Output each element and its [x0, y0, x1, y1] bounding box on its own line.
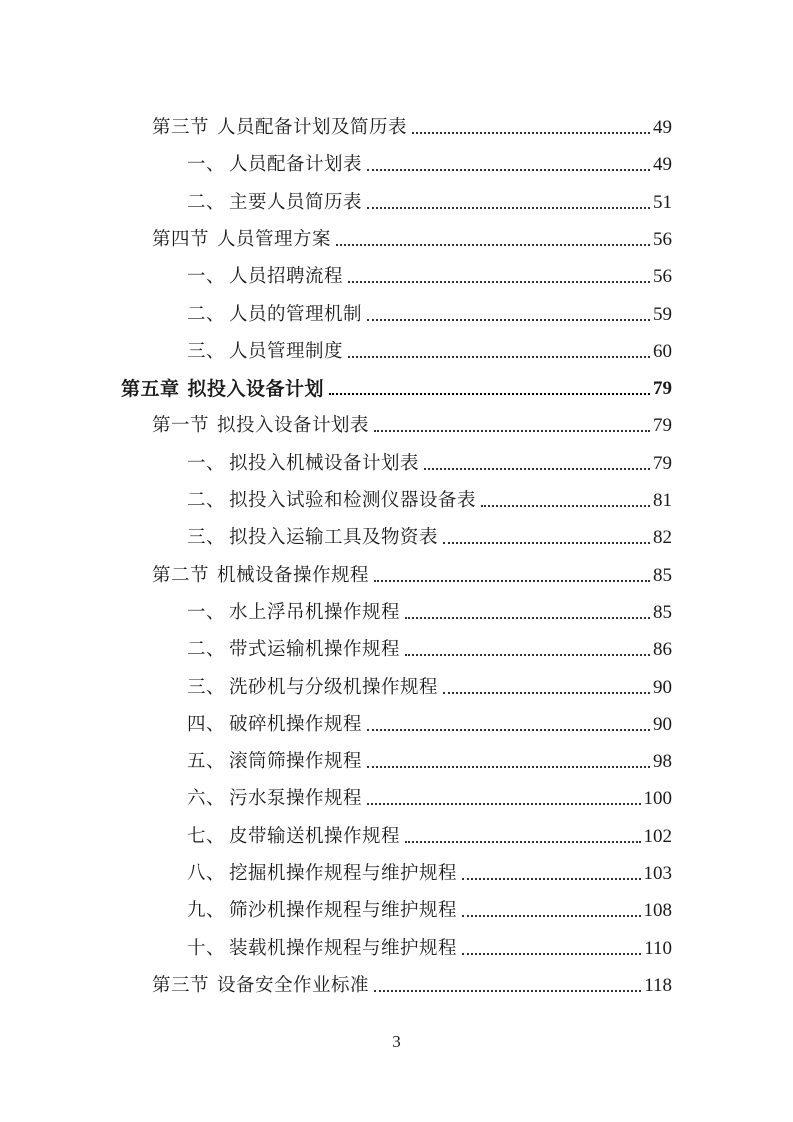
toc-entry[interactable]: [187, 449, 672, 479]
toc-entry-label: [187, 784, 362, 814]
toc-entry-label: [152, 971, 369, 1001]
toc-entry-number: 九、: [187, 900, 226, 922]
toc-entry-label: [187, 337, 343, 367]
dot-leader: [462, 934, 641, 964]
toc-entry-number: 二、: [187, 191, 226, 213]
toc-entry-label: [152, 561, 369, 591]
dot-leader: [405, 598, 650, 628]
toc-entry-label: [121, 374, 324, 404]
toc-entry-number: 第三节: [152, 974, 210, 996]
toc-entry-label: [187, 449, 419, 479]
toc-entry-page: 110: [644, 937, 672, 959]
toc-entry-label: [187, 150, 362, 180]
toc-entry-number: 二、: [187, 303, 226, 325]
toc-entry[interactable]: [152, 225, 672, 255]
toc-entry-number: 二、: [187, 490, 226, 511]
toc-entry-title: 水上浮吊机操作规程: [229, 601, 401, 623]
toc-entry-number: 第四节: [152, 228, 210, 250]
toc-entry[interactable]: [187, 859, 672, 889]
toc-entry-label: [187, 523, 438, 553]
toc-entry-label: [187, 710, 362, 740]
toc-entry-number: 四、: [187, 713, 226, 735]
toc-entry-label: [187, 486, 476, 516]
toc-entry-title: 滚筒筛操作规程: [229, 751, 363, 773]
toc-entry-title: 拟投入机械设备计划表: [229, 452, 420, 474]
toc-entry[interactable]: [187, 710, 672, 740]
toc-entry-number: 一、: [187, 601, 226, 623]
dot-leader: [374, 411, 650, 441]
toc-entry-page: 79: [653, 378, 672, 400]
toc-entry-page: 85: [653, 601, 672, 623]
toc-entry-title: 人员的管理机制: [229, 303, 363, 325]
dot-leader: [412, 113, 650, 143]
toc-entry-number: 第二节: [152, 564, 210, 586]
dot-leader: [462, 859, 640, 889]
toc-entry-page: 90: [653, 713, 672, 735]
dot-leader: [424, 449, 650, 479]
toc-entry[interactable]: [187, 896, 672, 926]
dot-leader: [367, 300, 650, 330]
toc-entry[interactable]: [187, 150, 672, 180]
toc-entry-label: [152, 225, 331, 255]
dot-leader: [405, 822, 640, 852]
dot-leader: [348, 262, 650, 292]
toc-entry[interactable]: [187, 188, 672, 218]
toc-entry-title: 皮带输送机操作规程: [229, 825, 401, 847]
toc-entry[interactable]: [187, 262, 672, 292]
dot-leader: [443, 673, 650, 703]
dot-leader: [462, 896, 640, 926]
toc-entry[interactable]: [187, 598, 672, 628]
toc-entry-label: [187, 747, 362, 777]
toc-entry[interactable]: [152, 411, 672, 441]
dot-leader: [374, 561, 650, 591]
toc-entry-page: 103: [643, 863, 672, 884]
toc-entry-page: 51: [653, 191, 672, 213]
toc-entry[interactable]: [152, 561, 672, 591]
dot-leader: [405, 635, 650, 665]
toc-entry-title: 主要人员简历表: [229, 191, 363, 213]
toc-entry-title: 人员配备计划表: [229, 154, 363, 176]
toc-entry[interactable]: [152, 113, 672, 143]
toc-entry-page: 79: [653, 452, 672, 474]
toc-entry-number: 三、: [187, 527, 226, 549]
toc-entry-title: 人员招聘流程: [229, 266, 344, 288]
dot-leader: [374, 971, 641, 1001]
toc-entry[interactable]: [187, 747, 672, 777]
toc-entry-page: 56: [653, 228, 672, 250]
toc-entry-title: 带式运输机操作规程: [229, 639, 401, 661]
dot-leader: [443, 523, 650, 553]
toc-entry-label: [187, 635, 400, 665]
toc-entry-number: 十、: [187, 937, 226, 959]
toc-entry-page: 59: [653, 303, 672, 325]
toc-entry-number: 八、: [187, 863, 226, 884]
toc-entry[interactable]: [187, 523, 672, 553]
toc-entry-number: 七、: [187, 825, 226, 847]
toc-entry-title: 设备安全作业标准: [217, 974, 370, 996]
toc-entry-title: 拟投入设备计划表: [217, 415, 370, 437]
toc-entry-title: 破碎机操作规程: [229, 713, 363, 735]
toc-entry-number: 一、: [187, 154, 226, 176]
toc-entry-number: 三、: [187, 676, 226, 698]
toc-entry-page: 49: [653, 154, 672, 176]
toc-entry-title: 人员配备计划及简历表: [217, 117, 408, 138]
toc-entry-page: 98: [653, 751, 672, 773]
toc-entry-title: 洗砂机与分级机操作规程: [229, 676, 439, 698]
toc-entry-number: 第三节: [152, 117, 210, 138]
toc-entry-title: 拟投入试验和检测仪器设备表: [229, 490, 477, 511]
toc-entry-number: 第五章: [121, 378, 180, 401]
toc-entry-number: 三、: [187, 340, 226, 362]
toc-entry-number: 一、: [187, 266, 226, 288]
toc-entry-label: [187, 822, 400, 852]
toc-entry-page: 90: [653, 676, 672, 698]
toc-entry-number: 第一节: [152, 415, 210, 437]
toc-entry[interactable]: [187, 337, 672, 367]
toc-entry-title: 人员管理制度: [229, 340, 344, 362]
toc-entry[interactable]: [187, 300, 672, 330]
page-number: 3: [392, 1032, 401, 1051]
toc-entry-label: [187, 262, 343, 292]
toc-entry-page: 85: [653, 564, 672, 586]
toc-entry-title: 挖掘机操作规程与维护规程: [229, 863, 458, 884]
toc-entry[interactable]: [152, 971, 672, 1001]
toc-entry-page: 60: [653, 340, 672, 362]
toc-entry[interactable]: [187, 635, 672, 665]
dot-leader: [336, 225, 650, 255]
toc-entry-page: 86: [653, 639, 672, 661]
toc-entry-page: 118: [644, 974, 672, 996]
toc-entry-title: 污水泵操作规程: [229, 788, 363, 810]
toc-entry-page: 82: [653, 527, 672, 549]
toc-entry-number: 二、: [187, 639, 226, 661]
toc-chapter-entry[interactable]: [121, 374, 672, 404]
toc-entry[interactable]: [187, 934, 672, 964]
dot-leader: [329, 374, 650, 404]
toc-entry-page: 102: [643, 825, 672, 847]
toc-entry-number: 六、: [187, 788, 226, 810]
toc-entry-label: [187, 188, 362, 218]
toc-entry-page: 81: [653, 490, 672, 511]
toc-entry-page: 79: [653, 415, 672, 437]
dot-leader: [367, 188, 650, 218]
toc-entry-page: 100: [643, 788, 672, 810]
dot-leader: [348, 337, 650, 367]
toc-entry-label: [152, 113, 407, 143]
toc-entry-label: [152, 411, 369, 441]
toc-entry-label: [187, 598, 400, 628]
toc-entry-title: 拟投入运输工具及物资表: [229, 527, 439, 549]
toc-entry-page: 56: [653, 266, 672, 288]
toc-entry-label: [187, 859, 457, 889]
dot-leader: [481, 486, 650, 516]
toc-entry-label: [187, 300, 362, 330]
dot-leader: [367, 710, 650, 740]
toc-entry-label: [187, 673, 438, 703]
toc-entry-title: 人员管理方案: [217, 228, 332, 250]
dot-leader: [367, 784, 640, 814]
toc-entry-title: 拟投入设备计划: [187, 378, 325, 401]
toc-entry-title: 筛沙机操作规程与维护规程: [229, 900, 458, 922]
toc-entry-page: 108: [643, 900, 672, 922]
dot-leader: [367, 150, 650, 180]
dot-leader: [367, 747, 650, 777]
toc-entry-number: 五、: [187, 751, 226, 773]
toc-entry[interactable]: [187, 486, 672, 516]
toc-entry-label: [187, 896, 457, 926]
toc-entry-title: 装载机操作规程与维护规程: [229, 937, 458, 959]
toc-entry[interactable]: [187, 822, 672, 852]
toc-entry-title: 机械设备操作规程: [217, 564, 370, 586]
toc-entry-label: [187, 934, 457, 964]
toc-entry[interactable]: [187, 784, 672, 814]
toc-entry-number: 一、: [187, 452, 226, 474]
toc-entry[interactable]: [187, 673, 672, 703]
toc-entry-page: 49: [653, 117, 672, 138]
